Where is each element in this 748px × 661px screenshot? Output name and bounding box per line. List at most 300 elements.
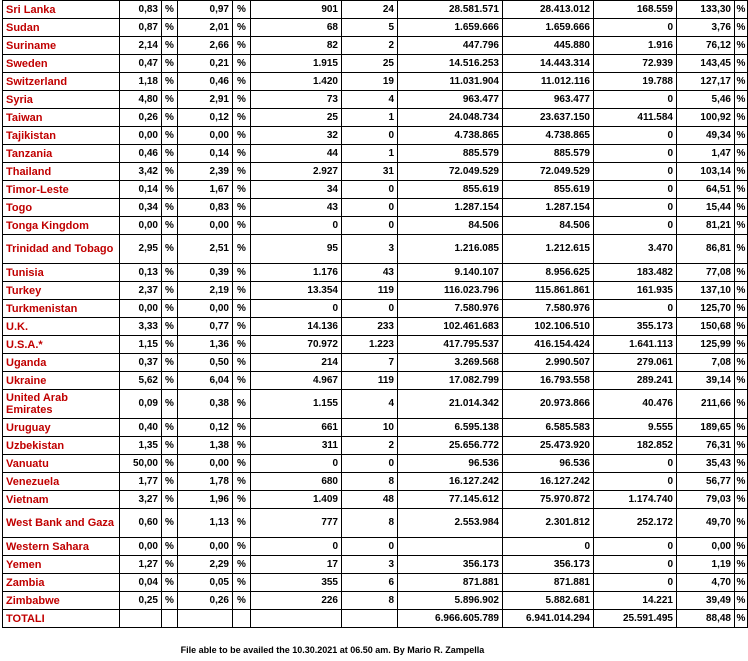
value-b-percent-cell: % [233, 217, 251, 235]
value-b-percent-cell: % [233, 491, 251, 509]
country-cell: Western Sahara [3, 538, 120, 556]
value-b-percent-cell: % [233, 37, 251, 55]
country-cell: Thailand [3, 163, 120, 181]
value-g-cell: 0 [594, 574, 677, 592]
table-row [3, 419, 748, 437]
value-b-cell: 0,05 [178, 574, 233, 592]
value-a-cell: 0,00 [120, 217, 162, 235]
value-a-percent-cell: % [162, 491, 178, 509]
value-g-cell: 0 [594, 473, 677, 491]
value-c-cell: 25 [251, 109, 342, 127]
value-f-cell: 1.287.154 [503, 199, 594, 217]
value-e-cell: 4.738.865 [398, 127, 503, 145]
value-c-cell: 355 [251, 574, 342, 592]
value-a-percent-cell: % [162, 455, 178, 473]
value-c-cell: 13.354 [251, 282, 342, 300]
country-cell: TOTALI [3, 610, 120, 628]
value-g-cell: 40.476 [594, 390, 677, 419]
country-cell: Vanuatu [3, 455, 120, 473]
value-f-cell: 7.580.976 [503, 300, 594, 318]
country-cell: Zambia [3, 574, 120, 592]
value-b-cell: 0,46 [178, 73, 233, 91]
value-a-cell: 0,26 [120, 109, 162, 127]
value-b-percent-cell: % [233, 181, 251, 199]
value-h-percent-cell: % [735, 91, 748, 109]
value-g-cell: 1.641.113 [594, 336, 677, 354]
value-b-percent-cell: % [233, 127, 251, 145]
value-b-cell: 1,38 [178, 437, 233, 455]
value-c-cell: 43 [251, 199, 342, 217]
value-g-cell: 355.173 [594, 318, 677, 336]
value-b-cell: 2,19 [178, 282, 233, 300]
value-g-cell: 0 [594, 181, 677, 199]
value-h-cell: 133,30 [677, 1, 735, 19]
value-c-cell: 0 [251, 455, 342, 473]
value-b-cell [178, 610, 233, 628]
data-table-container [2, 0, 746, 628]
value-h-percent-cell: % [735, 491, 748, 509]
value-h-percent-cell: % [735, 473, 748, 491]
value-h-percent-cell: % [735, 37, 748, 55]
value-h-percent-cell: % [735, 610, 748, 628]
country-cell: U.K. [3, 318, 120, 336]
value-e-cell: 25.656.772 [398, 437, 503, 455]
value-h-percent-cell: % [735, 264, 748, 282]
table-row [3, 372, 748, 390]
value-h-cell: 77,08 [677, 264, 735, 282]
table-row [3, 109, 748, 127]
value-f-cell: 28.413.012 [503, 1, 594, 19]
country-cell: Tunisia [3, 264, 120, 282]
value-b-percent-cell: % [233, 336, 251, 354]
country-cell: Switzerland [3, 73, 120, 91]
value-h-cell: 100,92 [677, 109, 735, 127]
value-g-cell: 14.221 [594, 592, 677, 610]
value-c-cell: 311 [251, 437, 342, 455]
value-a-percent-cell: % [162, 163, 178, 181]
table-row [3, 491, 748, 509]
value-a-percent-cell: % [162, 73, 178, 91]
value-e-cell: 28.581.571 [398, 1, 503, 19]
value-b-percent-cell: % [233, 235, 251, 264]
table-row [3, 538, 748, 556]
value-f-cell: 445.880 [503, 37, 594, 55]
value-e-cell: 84.506 [398, 217, 503, 235]
value-a-percent-cell: % [162, 354, 178, 372]
country-cell: Uganda [3, 354, 120, 372]
value-h-percent-cell: % [735, 509, 748, 538]
value-c-cell: 2.927 [251, 163, 342, 181]
value-b-percent-cell: % [233, 390, 251, 419]
value-e-cell: 447.796 [398, 37, 503, 55]
country-cell: Taiwan [3, 109, 120, 127]
value-b-cell: 2,29 [178, 556, 233, 574]
value-b-percent-cell: % [233, 109, 251, 127]
value-h-percent-cell: % [735, 318, 748, 336]
value-h-cell: 137,10 [677, 282, 735, 300]
value-h-cell: 88,48 [677, 610, 735, 628]
value-a-cell: 0,00 [120, 538, 162, 556]
value-f-cell: 1.659.666 [503, 19, 594, 37]
value-c-cell: 0 [251, 217, 342, 235]
table-row [3, 300, 748, 318]
country-cell: Tanzania [3, 145, 120, 163]
value-h-percent-cell: % [735, 538, 748, 556]
value-g-cell: 252.172 [594, 509, 677, 538]
value-h-percent-cell: % [735, 109, 748, 127]
value-a-cell: 0,14 [120, 181, 162, 199]
value-h-cell: 56,77 [677, 473, 735, 491]
value-b-cell: 0,38 [178, 390, 233, 419]
value-a-cell: 4,80 [120, 91, 162, 109]
value-a-cell: 2,95 [120, 235, 162, 264]
value-f-cell: 14.443.314 [503, 55, 594, 73]
value-b-cell: 0,50 [178, 354, 233, 372]
value-b-cell: 1,13 [178, 509, 233, 538]
value-b-cell: 1,78 [178, 473, 233, 491]
value-g-cell: 0 [594, 217, 677, 235]
value-b-percent-cell [233, 610, 251, 628]
value-c-cell: 1.155 [251, 390, 342, 419]
value-e-cell: 72.049.529 [398, 163, 503, 181]
value-a-cell: 0,09 [120, 390, 162, 419]
value-a-cell: 3,27 [120, 491, 162, 509]
value-d-cell: 10 [342, 419, 398, 437]
value-f-cell: 23.637.150 [503, 109, 594, 127]
table-row [3, 354, 748, 372]
value-g-cell: 161.935 [594, 282, 677, 300]
value-e-cell: 17.082.799 [398, 372, 503, 390]
value-h-percent-cell: % [735, 145, 748, 163]
value-h-cell: 86,81 [677, 235, 735, 264]
country-cell: Tonga Kingdom [3, 217, 120, 235]
value-e-cell: 963.477 [398, 91, 503, 109]
value-h-cell: 127,17 [677, 73, 735, 91]
value-f-cell: 356.173 [503, 556, 594, 574]
value-d-cell: 233 [342, 318, 398, 336]
value-d-cell: 8 [342, 592, 398, 610]
value-e-cell: 11.031.904 [398, 73, 503, 91]
value-b-cell: 0,00 [178, 127, 233, 145]
value-h-percent-cell: % [735, 199, 748, 217]
country-cell: Tajikistan [3, 127, 120, 145]
value-c-cell: 70.972 [251, 336, 342, 354]
value-a-cell: 0,00 [120, 300, 162, 318]
value-b-cell: 6,04 [178, 372, 233, 390]
value-c-cell: 777 [251, 509, 342, 538]
value-d-cell: 0 [342, 538, 398, 556]
value-h-cell: 125,70 [677, 300, 735, 318]
value-g-cell: 0 [594, 163, 677, 181]
country-cell: Yemen [3, 556, 120, 574]
value-h-cell: 35,43 [677, 455, 735, 473]
value-d-cell: 2 [342, 37, 398, 55]
value-c-cell: 1.420 [251, 73, 342, 91]
value-a-percent-cell: % [162, 390, 178, 419]
value-h-cell: 79,03 [677, 491, 735, 509]
value-d-cell: 24 [342, 1, 398, 19]
value-e-cell: 417.795.537 [398, 336, 503, 354]
value-d-cell: 1 [342, 109, 398, 127]
value-a-percent-cell: % [162, 556, 178, 574]
value-b-cell: 0,97 [178, 1, 233, 19]
value-c-cell: 1.176 [251, 264, 342, 282]
value-a-cell: 3,42 [120, 163, 162, 181]
value-b-cell: 2,66 [178, 37, 233, 55]
value-e-cell: 5.896.902 [398, 592, 503, 610]
country-cell: Sweden [3, 55, 120, 73]
value-f-cell: 25.473.920 [503, 437, 594, 455]
country-cell: Turkey [3, 282, 120, 300]
value-h-cell: 143,45 [677, 55, 735, 73]
value-a-percent-cell [162, 610, 178, 628]
value-e-cell: 9.140.107 [398, 264, 503, 282]
value-c-cell: 901 [251, 1, 342, 19]
value-b-percent-cell: % [233, 372, 251, 390]
value-d-cell: 19 [342, 73, 398, 91]
value-h-percent-cell: % [735, 235, 748, 264]
value-h-percent-cell: % [735, 354, 748, 372]
value-b-percent-cell: % [233, 455, 251, 473]
value-d-cell: 119 [342, 282, 398, 300]
value-f-cell: 416.154.424 [503, 336, 594, 354]
value-f-cell: 8.956.625 [503, 264, 594, 282]
value-e-cell: 871.881 [398, 574, 503, 592]
value-h-percent-cell: % [735, 592, 748, 610]
value-b-cell: 0,77 [178, 318, 233, 336]
value-e-cell: 6.966.605.789 [398, 610, 503, 628]
value-h-cell: 64,51 [677, 181, 735, 199]
value-h-cell: 76,31 [677, 437, 735, 455]
value-g-cell: 0 [594, 19, 677, 37]
value-f-cell: 6.941.014.294 [503, 610, 594, 628]
value-b-percent-cell: % [233, 1, 251, 19]
value-d-cell: 48 [342, 491, 398, 509]
table-row [3, 509, 748, 538]
value-a-percent-cell: % [162, 145, 178, 163]
value-a-cell: 0,37 [120, 354, 162, 372]
value-b-cell: 2,91 [178, 91, 233, 109]
value-h-percent-cell: % [735, 300, 748, 318]
value-h-percent-cell: % [735, 163, 748, 181]
value-c-cell: 661 [251, 419, 342, 437]
value-a-cell: 0,47 [120, 55, 162, 73]
table-row [3, 390, 748, 419]
table-row [3, 455, 748, 473]
value-e-cell: 1.216.085 [398, 235, 503, 264]
value-d-cell: 3 [342, 235, 398, 264]
country-cell: Syria [3, 91, 120, 109]
country-cell: United Arab Emirates [3, 390, 120, 419]
value-f-cell: 72.049.529 [503, 163, 594, 181]
value-f-cell: 96.536 [503, 455, 594, 473]
table-row [3, 282, 748, 300]
country-cell: Zimbabwe [3, 592, 120, 610]
value-a-cell: 1,15 [120, 336, 162, 354]
value-a-cell: 0,00 [120, 127, 162, 145]
value-h-percent-cell: % [735, 127, 748, 145]
value-h-percent-cell: % [735, 55, 748, 73]
value-b-percent-cell: % [233, 282, 251, 300]
value-a-cell: 0,46 [120, 145, 162, 163]
value-a-percent-cell: % [162, 437, 178, 455]
value-d-cell: 1 [342, 145, 398, 163]
value-f-cell: 1.212.615 [503, 235, 594, 264]
value-b-cell: 0,39 [178, 264, 233, 282]
value-a-cell: 0,34 [120, 199, 162, 217]
value-h-percent-cell: % [735, 336, 748, 354]
table-row [3, 574, 748, 592]
value-b-cell: 0,83 [178, 199, 233, 217]
value-h-cell: 7,08 [677, 354, 735, 372]
value-h-cell: 5,46 [677, 91, 735, 109]
country-statistics-table [2, 0, 748, 628]
value-b-percent-cell: % [233, 574, 251, 592]
value-h-percent-cell: % [735, 390, 748, 419]
value-a-percent-cell: % [162, 473, 178, 491]
value-f-cell: 16.793.558 [503, 372, 594, 390]
value-g-cell: 411.584 [594, 109, 677, 127]
value-e-cell: 2.553.984 [398, 509, 503, 538]
country-cell: Uzbekistan [3, 437, 120, 455]
value-c-cell: 214 [251, 354, 342, 372]
table-row [3, 73, 748, 91]
value-a-cell: 50,00 [120, 455, 162, 473]
value-h-cell: 0,00 [677, 538, 735, 556]
total-row [3, 610, 748, 628]
value-e-cell: 7.580.976 [398, 300, 503, 318]
value-b-percent-cell: % [233, 300, 251, 318]
value-c-cell: 17 [251, 556, 342, 574]
value-e-cell: 24.048.734 [398, 109, 503, 127]
value-e-cell: 1.659.666 [398, 19, 503, 37]
value-b-percent-cell: % [233, 354, 251, 372]
value-b-percent-cell: % [233, 145, 251, 163]
table-row [3, 235, 748, 264]
value-b-cell: 2,01 [178, 19, 233, 37]
country-cell: U.S.A.* [3, 336, 120, 354]
value-e-cell [398, 538, 503, 556]
value-f-cell: 84.506 [503, 217, 594, 235]
value-a-percent-cell: % [162, 372, 178, 390]
value-a-cell: 5,62 [120, 372, 162, 390]
value-b-percent-cell: % [233, 473, 251, 491]
table-body [3, 1, 748, 628]
value-d-cell [342, 610, 398, 628]
value-h-cell: 39,14 [677, 372, 735, 390]
value-b-cell: 0,00 [178, 538, 233, 556]
value-e-cell: 855.619 [398, 181, 503, 199]
value-d-cell: 8 [342, 473, 398, 491]
value-h-cell: 103,14 [677, 163, 735, 181]
value-g-cell: 72.939 [594, 55, 677, 73]
value-d-cell: 31 [342, 163, 398, 181]
table-row [3, 19, 748, 37]
value-g-cell: 182.852 [594, 437, 677, 455]
value-a-percent-cell: % [162, 336, 178, 354]
value-c-cell: 14.136 [251, 318, 342, 336]
value-b-cell: 0,00 [178, 300, 233, 318]
value-e-cell: 102.461.683 [398, 318, 503, 336]
value-b-cell: 2,51 [178, 235, 233, 264]
country-cell: Ukraine [3, 372, 120, 390]
value-f-cell: 2.990.507 [503, 354, 594, 372]
value-b-percent-cell: % [233, 538, 251, 556]
value-g-cell: 183.482 [594, 264, 677, 282]
value-d-cell: 0 [342, 217, 398, 235]
table-row [3, 592, 748, 610]
value-h-percent-cell: % [735, 574, 748, 592]
value-b-percent-cell: % [233, 509, 251, 538]
value-f-cell: 6.585.583 [503, 419, 594, 437]
value-b-cell: 0,14 [178, 145, 233, 163]
table-row [3, 181, 748, 199]
value-b-cell: 2,39 [178, 163, 233, 181]
value-h-percent-cell: % [735, 282, 748, 300]
value-f-cell: 5.882.681 [503, 592, 594, 610]
value-d-cell: 0 [342, 199, 398, 217]
value-d-cell: 43 [342, 264, 398, 282]
table-row [3, 163, 748, 181]
value-a-cell: 0,13 [120, 264, 162, 282]
value-d-cell: 4 [342, 390, 398, 419]
value-f-cell: 102.106.510 [503, 318, 594, 336]
value-h-cell: 125,99 [677, 336, 735, 354]
value-c-cell: 226 [251, 592, 342, 610]
value-c-cell: 82 [251, 37, 342, 55]
value-h-cell: 3,76 [677, 19, 735, 37]
value-b-percent-cell: % [233, 73, 251, 91]
value-a-percent-cell: % [162, 181, 178, 199]
value-a-cell: 0,25 [120, 592, 162, 610]
value-a-cell: 2,14 [120, 37, 162, 55]
value-a-percent-cell: % [162, 91, 178, 109]
value-c-cell: 73 [251, 91, 342, 109]
value-a-percent-cell: % [162, 419, 178, 437]
value-b-percent-cell: % [233, 199, 251, 217]
value-a-percent-cell: % [162, 574, 178, 592]
country-cell: Vietnam [3, 491, 120, 509]
value-f-cell: 20.973.866 [503, 390, 594, 419]
value-f-cell: 871.881 [503, 574, 594, 592]
value-a-percent-cell: % [162, 235, 178, 264]
table-row [3, 264, 748, 282]
value-a-percent-cell: % [162, 318, 178, 336]
value-h-percent-cell: % [735, 419, 748, 437]
value-a-percent-cell: % [162, 592, 178, 610]
value-c-cell: 0 [251, 300, 342, 318]
value-a-cell: 1,77 [120, 473, 162, 491]
value-a-percent-cell: % [162, 217, 178, 235]
value-e-cell: 1.287.154 [398, 199, 503, 217]
value-d-cell: 3 [342, 556, 398, 574]
value-h-percent-cell: % [735, 372, 748, 390]
value-g-cell: 0 [594, 199, 677, 217]
value-g-cell: 1.174.740 [594, 491, 677, 509]
value-b-cell: 0,26 [178, 592, 233, 610]
table-row [3, 437, 748, 455]
value-a-percent-cell: % [162, 1, 178, 19]
table-row [3, 318, 748, 336]
value-g-cell: 0 [594, 455, 677, 473]
value-h-percent-cell: % [735, 1, 748, 19]
country-cell: Turkmenistan [3, 300, 120, 318]
value-d-cell: 2 [342, 437, 398, 455]
value-h-cell: 189,65 [677, 419, 735, 437]
value-e-cell: 77.145.612 [398, 491, 503, 509]
value-a-percent-cell: % [162, 127, 178, 145]
value-b-cell: 0,12 [178, 109, 233, 127]
